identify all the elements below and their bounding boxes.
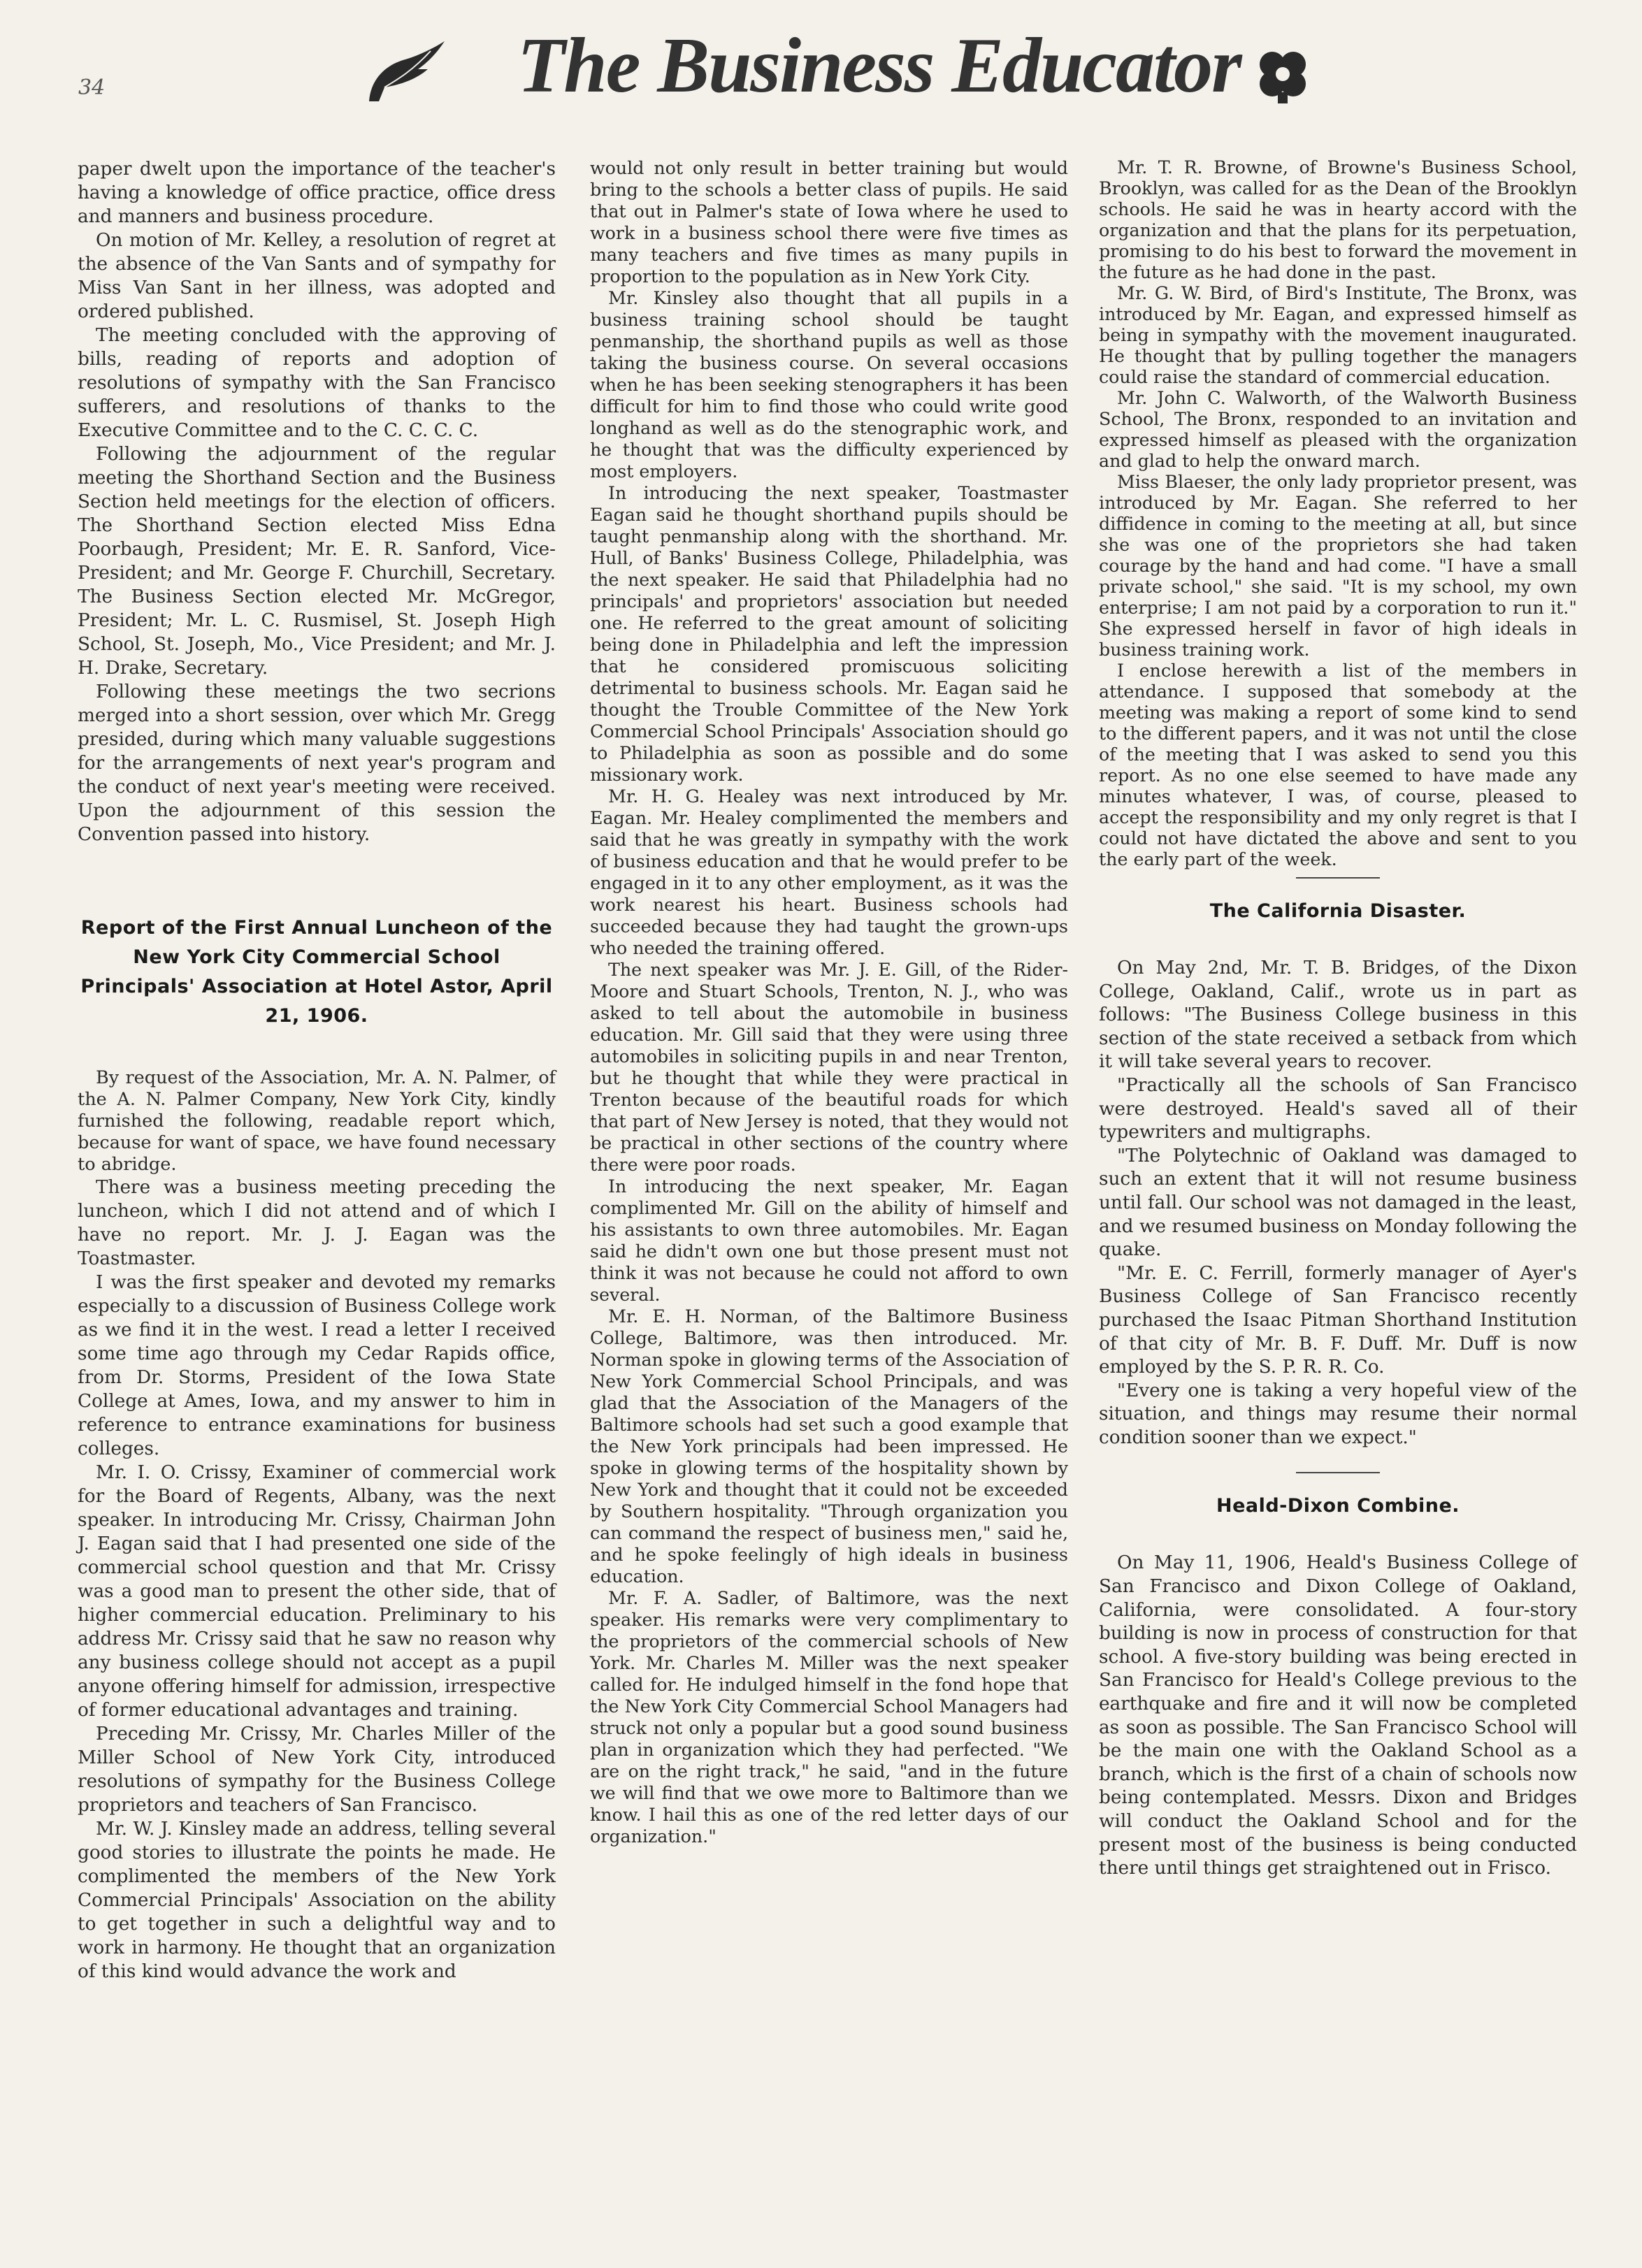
paragraph: "Mr. E. C. Ferrill, formerly manager of Ayer's Business College of San Francisco recently purchased the Isaac Pitman Shorthand Institution of that city of Mr. B. F. Duff. Mr. Duff is now employed by the S. P. R. R. Co. <box>1099 1262 1577 1378</box>
masthead-title: The Business Educator <box>517 22 1241 109</box>
paragraph: Following the adjournment of the regular meeting the Shorthand Section and the Business Section held meetings for the election of officers. The Shorthand Section elected Miss Edna Poorbaugh, President; Mr. E. R. Sanford, Vice-President; and Mr. George F. Churchill, Secretary. The Business Section elected Mr. McGregor, President; Mr. L. C. Rusmisel, St. Joseph High School, St. Joseph, Mo., Vice President; and Mr. J. H. Drake, Secretary. <box>78 444 556 679</box>
paragraph: "Practically all the schools of San Francisco were destroyed. Heald's saved all of their typewriters and multigraphs. <box>1099 1074 1577 1143</box>
paragraph: Mr. I. O. Crissy, Examiner of commercial work for the Board of Regents, Albany, was the next speaker. In introducing Mr. Crissy, Chairman John J. Eagan said that I had presented one side of the commercial school question and that Mr. Crissy was a good man to present the other side, that of higher commercial education. Preliminary to his address Mr. Crissy said that he saw no reason why any business college should not accept as a pupil anyone offering himself for admission, irrespective of former educational advantages and training. <box>78 1462 556 1721</box>
paragraph: "Every one is taking a very hopeful view of the situation, and things may resume their normal condition sooner than we expect." <box>1099 1380 1577 1448</box>
paragraph: On May 2nd, Mr. T. B. Bridges, of the Dixon College, Oakland, Calif., wrote us in part as follows: "The Business College business in this section of the state received a setback from which it will take several years to recover. <box>1099 958 1577 1073</box>
section-heading: Report of the First Annual Luncheon of the New York City Commercial School Principals' Association at Hotel Astor, April 21, 1906. <box>80 917 553 1027</box>
paragraph: I was the first speaker and devoted my remarks especially to a discussion of Business College work as we find it in the west. I read a letter I received some time ago through my Cedar Rapids office, from Dr. Storms, President of the Iowa State College at Ames, Iowa, and my answer to him in reference to entrance examinations for business colleges. <box>78 1272 556 1459</box>
paragraph: Mr. G. W. Bird, of Bird's Institute, The Bronx, was introduced by Mr. Eagan, and expressed himself as being in sympathy with the movement inaugurated. He thought that by pulling together the managers could raise the standard of commercial education. <box>1099 283 1577 387</box>
column-1 <box>78 157 556 1984</box>
paragraph: Preceding Mr. Crissy, Mr. Charles Miller of the Miller School of New York City, introduced resolutions of sympathy for the Business College proprietors and teachers of San Francisco. <box>78 1724 556 1816</box>
paragraph: On May 11, 1906, Heald's Business College of San Francisco and Dixon College of Oakland, California, were consolidated. A four-story building is now in process of construction for that school. A five-story building was being erected in San Francisco for Heald's College previous to the earthquake and fire and it will now be completed as soon as possible. The San Francisco School will be the main one with the Oakland School as a branch, which is the first of a chain of schools now being contemplated. Messrs. Dixon and Bridges will conduct the Oakland School and for the present most of the business is being conducted there until things get straightened out in Frisco. <box>1099 1552 1577 1879</box>
paragraph: Mr. W. J. Kinsley made an address, telling several good stories to illustrate the points he made. He complimented the members of the New York Commercial Principals' Association on the ability to get together in such a delightful way and to work in harmony. He thought that an organization of this kind would advance the work and <box>78 1819 556 1982</box>
paragraph: In introducing the next speaker, Toastmaster Eagan said he thought shorthand pupils should be taught penmanship along with the shorthand. Mr. Hull, of Banks' Business College, Philadelphia, was the next speaker. He said that Philadelphia had no principals' and proprietors' association but needed one. He referred to the great amount of soliciting being done in Philadelphia and left the impression that he considered promiscuous soliciting detrimental to business schools. Mr. Eagan said he thought the Trouble Committee of the New York Commercial School Principals' Association should go to Philadelphia as soon as possible and do some missionary work. <box>590 483 1068 785</box>
paragraph: There was a business meeting preceding the luncheon, which I did not attend and of which I have no report. Mr. J. J. Eagan was the Toastmaster. <box>78 1177 556 1269</box>
emblem-icon <box>1251 43 1314 106</box>
quill-pen-icon <box>363 38 447 105</box>
paragraph: Mr. Kinsley also thought that all pupils in a business training school should be taught penmanship, the shorthand pupils as well as those taking the business course. On several occasions when he has been seeking stenographers it has been difficult for him to find those who could write good longhand as well as do the stenographic work, and he thought that was the difficulty experienced by most employers. <box>590 288 1068 482</box>
divider <box>1296 1472 1380 1473</box>
section-heading: The California Disaster. <box>1209 900 1467 922</box>
paragraph: Miss Blaeser, the only lady proprietor present, was introduced by Mr. Eagan. She referred to her diffidence in coming to the meeting at all, but since she was one of the proprietors she had taken courage by the hand and had come. "I have a small private school," she said. "It is my school, my own enterprise; I am not paid by a corporation to run it." She expressed herself in favor of high ideals in business training work. <box>1099 472 1577 660</box>
column-2 <box>590 157 1068 1847</box>
paragraph: By request of the Association, Mr. A. N. Palmer, of the A. N. Palmer Company, New York City, kindly furnished the following, readable report which, because for want of space, we have found necessary to abridge. <box>78 1067 556 1175</box>
paragraph: Following these meetings the two secrions merged into a short session, over which Mr. Gregg presided, during which many valuable suggestions for the arrangements of next year's program and the conduct of next year's meeting were received. Upon the adjournment of this session the Convention passed into history. <box>78 681 556 845</box>
paragraph: The next speaker was Mr. J. E. Gill, of the Rider-Moore and Stuart Schools, Trenton, N. J., who was asked to tell about the automobile in business education. Mr. Gill said that they were using three automobiles in soliciting pupils in and near Trenton, but he thought that while they were practical in Trenton because of the beautiful roads for which that part of New Jersey is noted, that they would not be practical in other sections of the country where there were poor roads. <box>590 960 1068 1175</box>
page-number: 34 <box>78 75 106 100</box>
paragraph: On motion of Mr. Kelley, a resolution of regret at the absence of the Van Sants and of sympathy for Miss Van Sant in her illness, was adopted and ordered published. <box>78 230 556 322</box>
section-heading: Heald-Dixon Combine. <box>1216 1495 1460 1517</box>
column-3 <box>1099 157 1577 1881</box>
paragraph: I enclose herewith a list of the members in attendance. I supposed that somebody at the meeting was making a report of some kind to send to the different papers, and it was not until the close of the meeting that I was asked to send you this report. As no one else seemed to have made any minutes whatever, I was, of course, pleased to accept the responsibility and my only regret is that I could not have dictated the above and sent to you the early part of the week. <box>1099 660 1577 869</box>
paragraph: Mr. H. G. Healey was next introduced by Mr. Eagan. Mr. Healey complimented the members and said that he was greatly in sympathy with the work of business education and that he would prefer to be engaged in it to any other employment, as it was the work nearest his heart. Business schools had succeeded because they had taught the grown-ups who needed the training offered. <box>590 786 1068 958</box>
paragraph: would not only result in better training but would bring to the schools a better class of pupils. He said that out in Palmer's state of Iowa where he used to work in a business school there were five times as many teachers and five times as many pupils in proportion to the population as in New York City. <box>590 158 1068 287</box>
paragraph: The meeting concluded with the approving of bills, reading of reports and adoption of resolutions of sympathy with the San Francisco sufferers, and resolutions of thanks to the Executive Committee and to the C. C. C. C. <box>78 325 556 441</box>
paragraph: "The Polytechnic of Oakland was damaged to such an extent that it will not resume business until fall. Our school was not damaged in the least, and we resumed business on Monday following the quake. <box>1099 1145 1577 1261</box>
paragraph: Mr. John C. Walworth, of the Walworth Business School, The Bronx, responded to an invitation and expressed himself as pleased with the organization and glad to help the onward march. <box>1099 388 1577 471</box>
paragraph: In introducing the next speaker, Mr. Eagan complimented Mr. Gill on the ability of himself and his assistants to own three automobiles. Mr. Eagan said he didn't own one but those present must not think it was not because he could not afford to own several. <box>590 1176 1068 1305</box>
paragraph: paper dwelt upon the importance of the teacher's having a knowledge of office practice, office dress and manners and business procedure. <box>78 159 556 227</box>
divider <box>1296 877 1380 879</box>
paragraph: Mr. T. R. Browne, of Browne's Business School, Brooklyn, was called for as the Dean of the Brooklyn schools. He said he was in hearty accord with the organization and that the plans for its perpetuation, promising to do his best to forward the movement in the future as he had done in the past. <box>1099 157 1577 282</box>
paragraph: Mr. E. H. Norman, of the Baltimore Business College, Baltimore, was then introduced. Mr. Norman spoke in glowing terms of the Association of New York Commercial School Principals, and was glad that the Association of the Managers of the Baltimore schools had set such a good example that the New York principals had been impressed. He spoke in glowing terms of the hospitality shown by New York and thought that it could not be exceeded by Southern hospitality. "Through organization you can command the respect of business men," said he, and he spoke feelingly of high ideals in business education. <box>590 1306 1068 1587</box>
paragraph: Mr. F. A. Sadler, of Baltimore, was the next speaker. His remarks were very complimentary to the proprietors of the commercial schools of New York. Mr. Charles M. Miller was the next speaker called for. He indulged himself in the fond hope that the New York City Commercial School Managers had struck not only a popular but a good sound business plan in organization which they had perfected. "We are on the right track," he said, "and in the future we will find that we owe more to Baltimore than we know. I hail this as one of the red letter days of our organization." <box>590 1588 1068 1847</box>
